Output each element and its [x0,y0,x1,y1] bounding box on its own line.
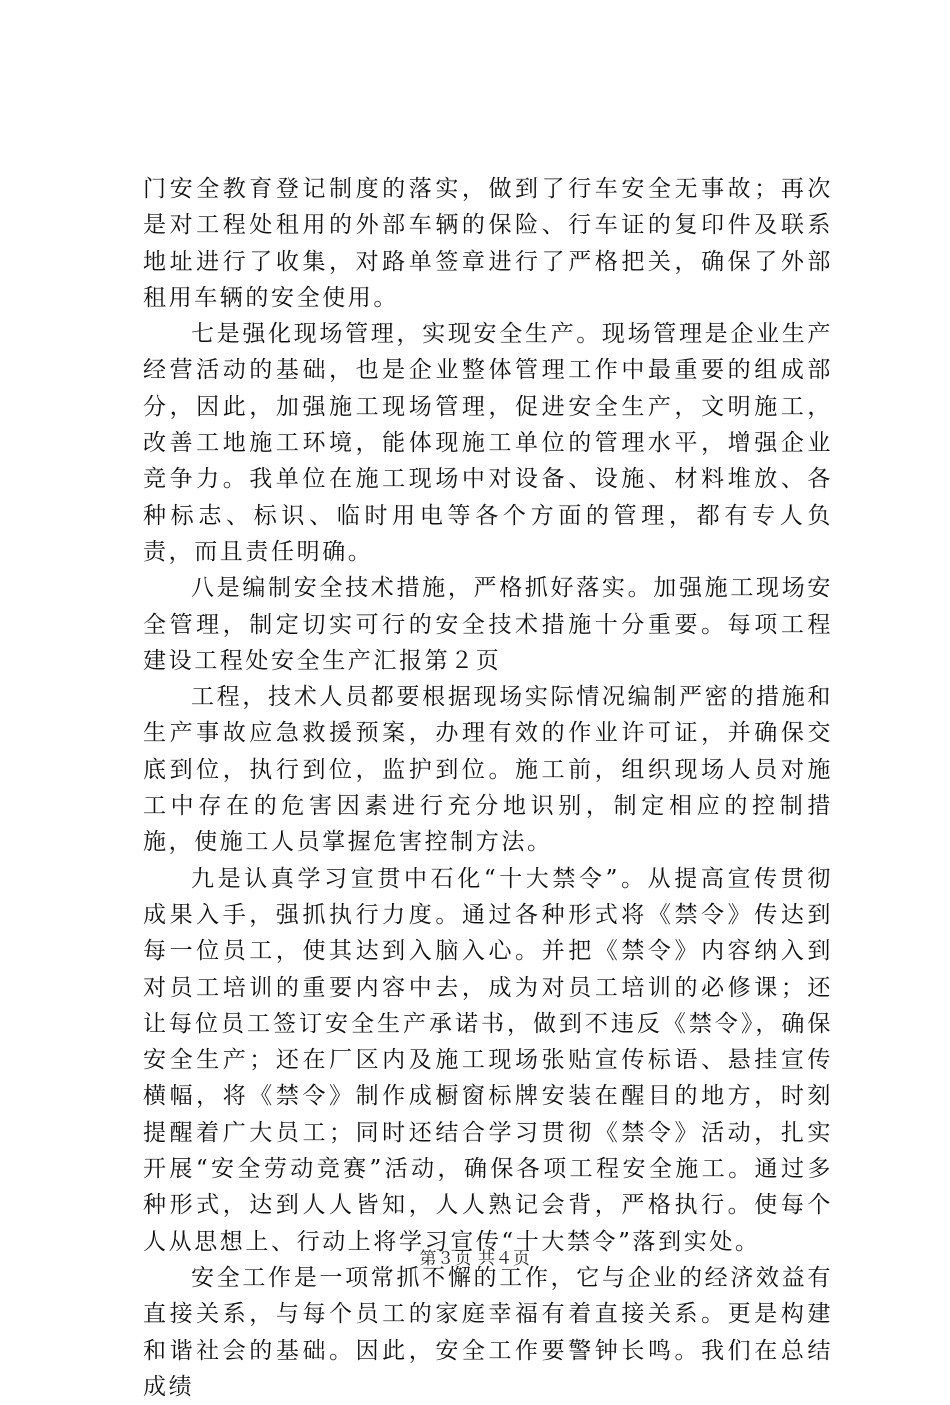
paragraph-3: 八是编制安全技术措施，严格抓好落实。加强施工现场安全管理，制定切实可行的安全技术措施十分重要。每项工程建设工程处安全生产汇报第２页 [143,575,833,674]
paragraph-4: 工程，技术人员都要根据现场实际情况编制严密的措施和生产事故应急救援预案，办理有效的作业许可证，并确保交底到位，执行到位，监护到位。施工前，组织现场人员对施工中存在的危害因素进行充分地识别，制定相应的控制措施，使施工人员掌握危害控制方法。 [143,684,833,856]
paragraph-2: 七是强化现场管理，实现安全生产。现场管理是企业生产经营活动的基础，也是企业整体管理工作中最重要的组成部分，因此，加强施工现场管理，促进安全生产，文明施工，改善工地施工环境，能体现施工单位的管理水平，增强企业竞争力。我单位在施工现场中对设备、设施、材料堆放、各种标志、标识、临时用电等各个方面的管理，都有专人负责，而且责任明确。 [143,321,833,565]
paragraph-6: 安全工作是一项常抓不懈的工作，它与企业的经济效益有直接关系，与每个员工的家庭幸福有着直接关系。更是构建和谐社会的基础。因此，安全工作要警钟长鸣。我们在总结成绩 [143,1264,833,1400]
paragraph-5: 九是认真学习宣贯中石化“十大禁令”。从提高宣传贯彻成果入手，强抓执行力度。通过各种形式将《禁令》传达到每一位员工，使其达到入脑入心。并把《禁令》内容纳入到对员工培训的重要内容中去，成为对员工培训的必修课；还让每位员工签订安全生产承诺书，做到不违反《禁令》，确保安全生产；还在厂区内及施工现场张贴宣传标语、悬挂宣传横幅，将《禁令》制作成橱窗标牌安装在醒目的地方，时刻提醒着广大员工；同时还结合学习贯彻《禁令》活动，扎实开展“安全劳动竞赛”活动，确保各项工程安全施工。通过多种形式，达到人人皆知，人人熟记会背，严格执行。使每个人从思想上、行动上将学习宣传“十大禁令”落到实处。 [143,865,833,1255]
page-number-footer: 第３页 共４页 [419,1249,531,1269]
document-body [143,171,833,1405]
paragraph-1: 门安全教育登记制度的落实，做到了行车安全无事故；再次是对工程处租用的外部车辆的保险、行车证的复印件及联系地址进行了收集，对路单签章进行了严格把关，确保了外部租用车辆的安全使用。 [143,176,833,311]
